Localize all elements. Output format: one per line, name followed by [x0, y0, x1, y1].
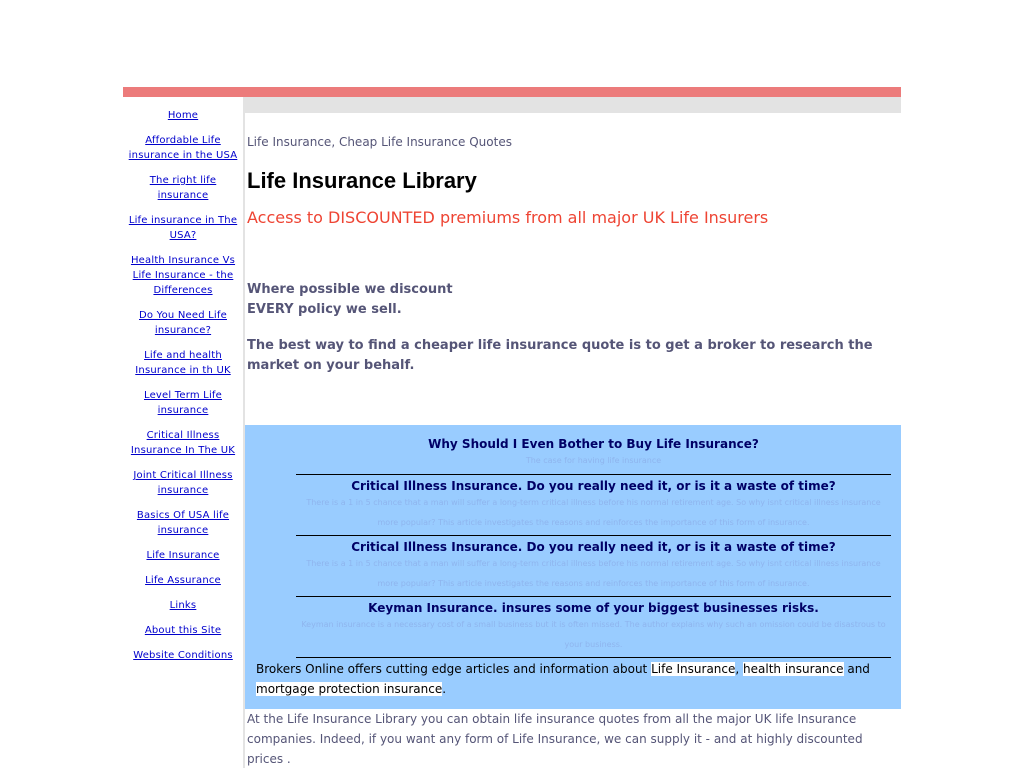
- life-insurance-link[interactable]: Life Insurance: [651, 662, 736, 676]
- header-gray-bar: [245, 97, 901, 113]
- article-description: There is a 1 in 5 chance that a man will suffer a long-term critical illness before his normal retirement age. So why isnt critical illness insurance more popular? This article investigates the reasons and reinforces the importance of this form of insurance.: [306, 559, 881, 588]
- top-accent-bar: [123, 87, 901, 97]
- intro-text: [247, 280, 453, 320]
- article-item: [296, 437, 891, 471]
- article-divider: [296, 657, 891, 658]
- article-divider: [296, 596, 891, 597]
- brokers-blurb: [256, 659, 896, 699]
- sidebar-item-home[interactable]: Home: [167, 110, 199, 121]
- articles-box: [245, 425, 901, 709]
- sidebar-item-life-health-uk[interactable]: Life and health Insurance in th UK: [135, 350, 231, 376]
- article-divider: [296, 474, 891, 475]
- sidebar-item-level-term[interactable]: Level Term Life insurance: [143, 390, 222, 416]
- article-title-link[interactable]: Critical Illness Insurance. Do you really need it, or is it a waste of time?: [351, 540, 836, 554]
- brokers-text: ,: [735, 662, 744, 676]
- intro-paragraph: The best way to find a cheaper life insurance quote is to get a broker to research the market on your behalf.: [247, 338, 873, 373]
- intro-line-1: Where possible we discount: [247, 282, 453, 297]
- sidebar-item-basics-usa[interactable]: Basics Of USA life insurance: [136, 510, 230, 536]
- sidebar-item-life-insurance-usa[interactable]: Life insurance in The USA?: [128, 215, 238, 241]
- article-item: [296, 540, 891, 594]
- sidebar-item-about[interactable]: About this Site: [144, 625, 222, 636]
- article-item: [296, 601, 891, 655]
- sidebar-item-life-insurance[interactable]: Life Insurance: [146, 550, 220, 561]
- article-item: [296, 479, 891, 533]
- intro-line-2: EVERY policy we sell.: [247, 302, 402, 317]
- article-title-link[interactable]: Keyman Insurance. insures some of your biggest businesses risks.: [368, 601, 819, 615]
- page-title: Life Insurance Library: [247, 168, 477, 193]
- mortgage-protection-link[interactable]: mortgage protection insurance: [256, 682, 443, 696]
- footer-paragraph: At the Life Insurance Library you can obtain life insurance quotes from all the major UK life Insurance companies. Indeed, if you want any form of Life Insurance, we can supply it - and at highly discounted prices .: [247, 712, 863, 766]
- page-subtitle: Access to DISCOUNTED premiums from all major UK Life Insurers: [247, 208, 769, 227]
- article-title-link[interactable]: Why Should I Even Bother to Buy Life Insurance?: [428, 437, 759, 451]
- page-tagline: Life Insurance, Cheap Life Insurance Quotes: [247, 135, 512, 149]
- sidebar-item-right-life-insurance[interactable]: The right life insurance: [149, 175, 217, 201]
- article-description: There is a 1 in 5 chance that a man will suffer a long-term critical illness before his normal retirement age. So why isnt critical illness insurance more popular? This article investigates the reasons and reinforces the importance of this form of insurance.: [306, 498, 881, 527]
- brokers-text: Brokers Online offers cutting edge articles and information about: [256, 662, 652, 676]
- article-description: The case for having life insurance: [525, 456, 662, 465]
- sidebar-nav: [123, 97, 243, 768]
- sidebar-item-health-vs-life[interactable]: Health Insurance Vs Life Insurance - the Differences: [130, 255, 236, 296]
- health-insurance-link[interactable]: health insurance: [743, 662, 844, 676]
- sidebar-item-life-assurance[interactable]: Life Assurance: [145, 575, 221, 586]
- sidebar-item-links[interactable]: Links: [169, 600, 197, 611]
- sidebar-item-website-conditions[interactable]: Website Conditions: [133, 650, 233, 661]
- article-description: Keyman insurance is a necessary cost of a small business but it is often missed. The author explains why such an omission could be disastrous to your business.: [301, 620, 886, 649]
- article-divider: [296, 535, 891, 536]
- sidebar-item-need-life-insurance[interactable]: Do You Need Life insurance?: [139, 310, 227, 336]
- sidebar-item-affordable-life-usa[interactable]: Affordable Life insurance in the USA: [128, 135, 238, 161]
- article-title-link[interactable]: Critical Illness Insurance. Do you really need it, or is it a waste of time?: [351, 479, 836, 493]
- sidebar-item-joint-critical-illness[interactable]: Joint Critical Illness insurance: [133, 470, 233, 496]
- brokers-text: .: [442, 682, 447, 696]
- sidebar-item-critical-illness-uk[interactable]: Critical Illness Insurance In The UK: [130, 430, 236, 456]
- brokers-text: and: [843, 662, 870, 676]
